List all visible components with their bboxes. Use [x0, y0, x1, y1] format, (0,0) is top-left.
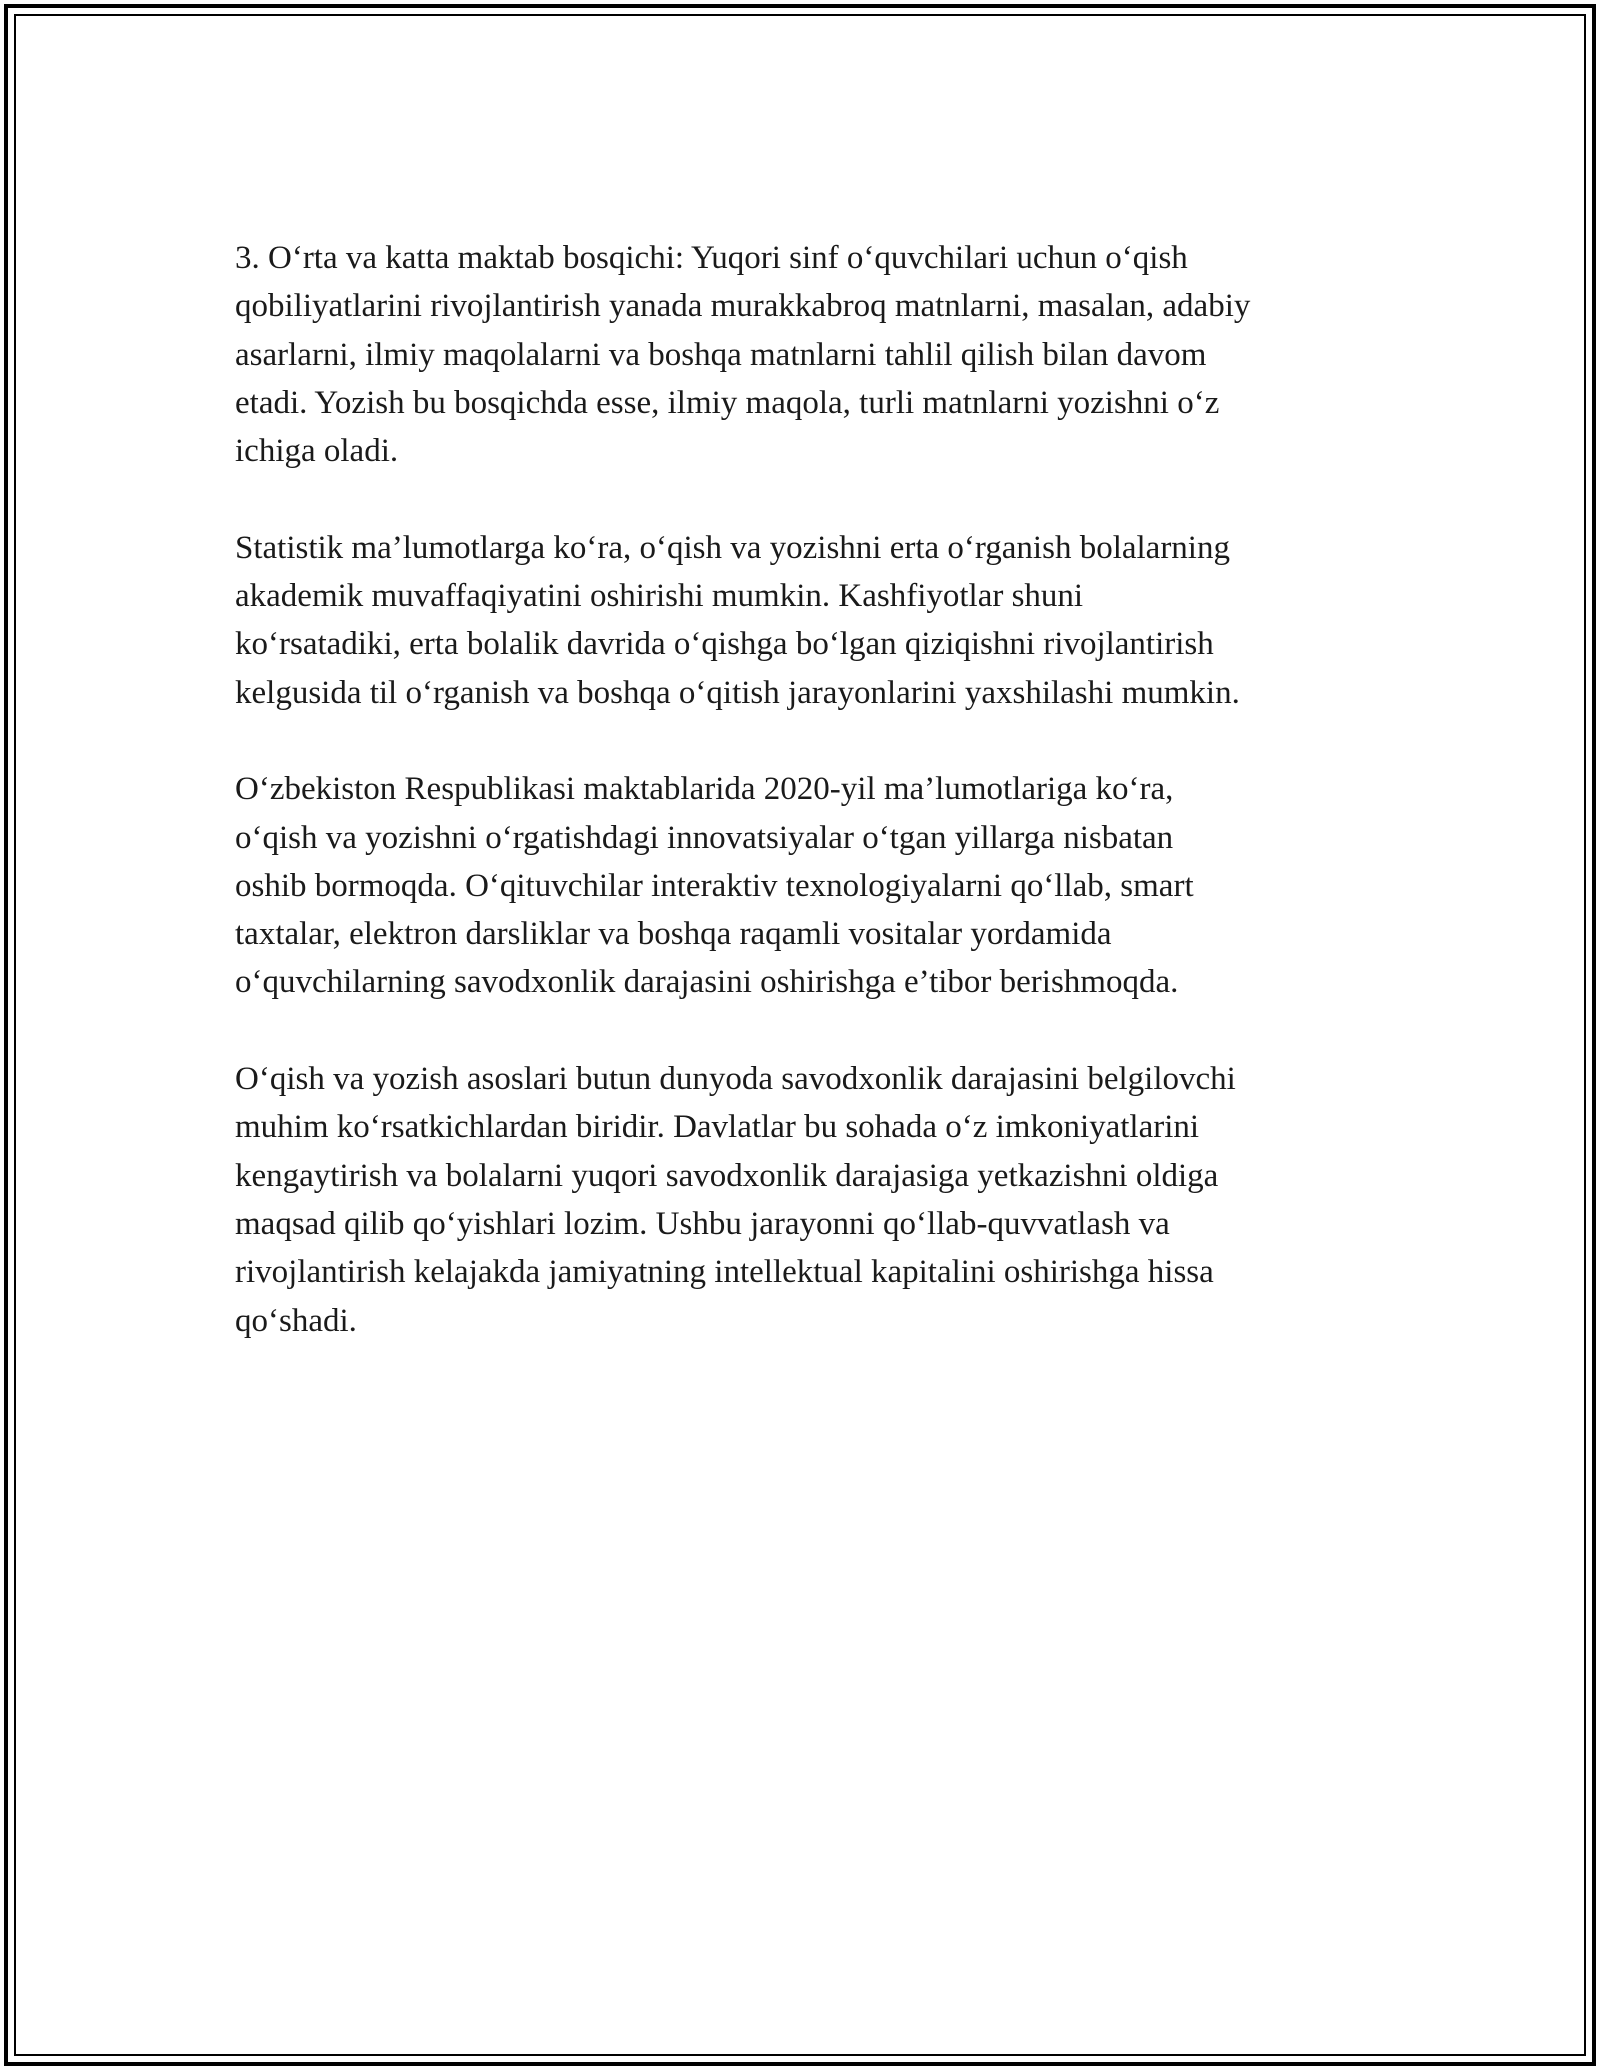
text-line: qo‘shadi.	[235, 1302, 357, 1339]
text-line: etadi. Yozish bu bosqichda esse, ilmiy maqola, turli matnlarni yozishni o‘z	[235, 384, 1220, 421]
text-line: ichiga oladi.	[235, 433, 399, 470]
paragraph-literacy-worldwide	[235, 1055, 1375, 1345]
text-line: oshib bormoqda. O‘qituvchilar interaktiv texnologiyalarni qo‘llab, smart	[235, 867, 1194, 904]
text-line: muhim ko‘rsatkichlardan biridir. Davlatlar bu sohada o‘z imkoniyatlarini	[235, 1109, 1200, 1146]
text-line: Statistik ma’lumotlarga ko‘ra, o‘qish va yozishni erta o‘rganish bolalarning	[235, 529, 1230, 566]
text-line: asarlarni, ilmiy maqolalarni va boshqa matnlarni tahlil qilish bilan davom	[235, 336, 1207, 373]
text-line: O‘zbekiston Respublikasi maktablarida 2020-yil ma’lumotlariga ko‘ra,	[235, 771, 1174, 808]
paragraph-school-stages	[235, 234, 1375, 475]
text-line: O‘qish va yozish asoslari butun dunyoda savodxonlik darajasini belgilovchi	[235, 1061, 1236, 1098]
text-line: ko‘rsatadiki, erta bolalik davrida o‘qishga bo‘lgan qiziqishni rivojlantirish	[235, 626, 1214, 663]
paragraph-uzbekistan-schools	[235, 765, 1375, 1006]
text-line: o‘qish va yozishni o‘rgatishdagi innovatsiyalar o‘tgan yillarga nisbatan	[235, 819, 1174, 856]
paragraph-statistics	[235, 524, 1375, 717]
text-line: kengaytirish va bolalarni yuqori savodxonlik darajasiga yetkazishni oldiga	[235, 1157, 1219, 1194]
text-line: rivojlantirish kelajakda jamiyatning intellektual kapitalini oshirishga hissa	[235, 1254, 1214, 1291]
text-line: kelgusida til o‘rganish va boshqa o‘qitish jarayonlarini yaxshilashi mumkin.	[235, 674, 1240, 711]
text-line: akademik muvaffaqiyatini oshirishi mumkin. Kashfiyotlar shuni	[235, 578, 1084, 615]
document-body	[235, 234, 1375, 1393]
text-line: 3. O‘rta va katta maktab bosqichi: Yuqori sinf o‘quvchilari uchun o‘qish	[235, 240, 1188, 276]
text-line: qobiliyatlarini rivojlantirish yanada murakkabroq matnlarni, masalan, adabiy	[235, 288, 1251, 325]
text-line: o‘quvchilarning savodxonlik darajasini oshirishga e’tibor berishmoqda.	[235, 964, 1179, 1001]
text-line: maqsad qilib qo‘yishlari lozim. Ushbu jarayonni qo‘llab-quvvatlash va	[235, 1205, 1170, 1242]
text-line: taxtalar, elektron darsliklar va boshqa raqamli vositalar yordamida	[235, 916, 1112, 953]
